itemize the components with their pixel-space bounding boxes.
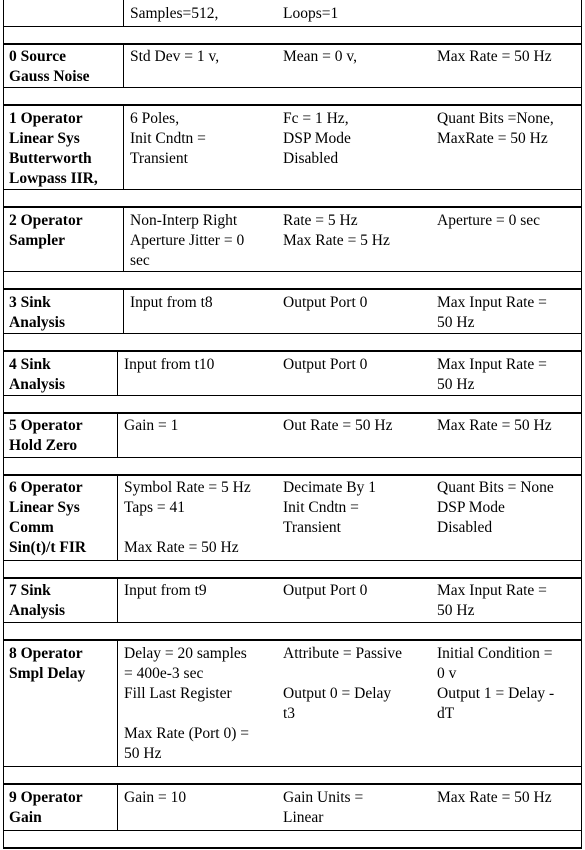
row-3-c2: Rate = 5 Hz Max Rate = 5 Hz (283, 212, 390, 249)
table-rule (3, 43, 582, 45)
row-3-c3: Aperture = 0 sec (437, 212, 540, 229)
table-rule (3, 271, 582, 272)
row-1-label: 0 Source Gauss Noise (9, 48, 90, 85)
column-divider (123, 106, 124, 190)
column-divider (117, 641, 118, 767)
table-rule (3, 577, 582, 579)
table-rule (3, 189, 582, 190)
row-9-c2: Attribute = Passive Output 0 = Delay t3 (283, 645, 402, 722)
table-rule (3, 206, 582, 208)
table-rule (3, 766, 582, 767)
row-1-c2: Mean = 0 v, (283, 48, 358, 65)
row-9-c1: Delay = 20 samples = 400e-3 sec Fill Last Register Max Rate (Port 0) = 50 Hz (124, 645, 249, 762)
row-7-c2: Decimate By 1 Init Cndtn = Transient (283, 479, 376, 536)
column-divider (117, 785, 118, 831)
table-border-left (3, 0, 4, 849)
row-4-label: 3 Sink Analysis (9, 294, 65, 331)
table-rule (3, 104, 582, 106)
row-8-c1: Input from t9 (124, 582, 207, 599)
row-5-c1: Input from t10 (124, 356, 215, 373)
row-2-label: 1 Operator Linear Sys Butterworth Lowpass IIR, (9, 110, 98, 187)
row-6-c2: Out Rate = 50 Hz (283, 417, 393, 434)
row-2-c3: Quant Bits =None, MaxRate = 50 Hz (437, 110, 554, 147)
row-7-c1: Symbol Rate = 5 Hz Taps = 41 Max Rate = 50 Hz (124, 479, 251, 556)
column-divider (117, 414, 118, 458)
row-5-c3: Max Input Rate = 50 Hz (437, 356, 547, 393)
row-4-c3: Max Input Rate = 50 Hz (437, 294, 547, 331)
row-0-c1: Samples=512, (130, 5, 219, 22)
table-rule (3, 350, 582, 352)
row-8-c3: Max Input Rate = 50 Hz (437, 582, 547, 619)
row-6-c1: Gain = 1 (124, 417, 179, 434)
table-rule (3, 847, 582, 849)
row-10-label: 9 Operator Gain (9, 789, 83, 826)
table-rule (3, 395, 582, 396)
table-rule (3, 783, 582, 785)
table-rule (3, 412, 582, 414)
table-rule (3, 830, 582, 831)
table-rule (3, 457, 582, 458)
row-1-c1: Std Dev = 1 v, (130, 48, 220, 65)
row-9-c3: Initial Condition = 0 v Output 1 = Delay - dT (437, 645, 555, 722)
row-10-c2: Gain Units = Linear (283, 789, 364, 826)
row-9-label: 8 Operator Smpl Delay (9, 645, 86, 682)
column-divider (123, 208, 124, 272)
row-4-c1: Input from t8 (130, 294, 213, 311)
row-3-label: 2 Operator Sampler (9, 212, 83, 249)
table-rule (3, 474, 582, 476)
table-border-right (581, 0, 582, 849)
row-3-c1: Non-Interp Right Aperture Jitter = 0 sec (130, 212, 245, 269)
table-rule (3, 333, 582, 334)
row-5-c2: Output Port 0 (283, 356, 368, 373)
table-rule (3, 560, 582, 561)
row-2-c1: 6 Poles, Init Cndtn = Transient (130, 110, 206, 167)
table-rule (3, 87, 582, 88)
table-rule (3, 26, 582, 27)
row-10-c3: Max Rate = 50 Hz (437, 789, 552, 806)
table-rule (3, 622, 582, 623)
table-rule (3, 639, 582, 641)
row-6-label: 5 Operator Hold Zero (9, 417, 83, 454)
row-10-c1: Gain = 10 (124, 789, 187, 806)
row-4-c2: Output Port 0 (283, 294, 368, 311)
row-0-c2: Loops=1 (283, 5, 339, 22)
column-divider (123, 0, 124, 27)
column-divider (117, 579, 118, 623)
row-8-c2: Output Port 0 (283, 582, 368, 599)
row-7-c3: Quant Bits = None DSP Mode Disabled (437, 479, 554, 536)
column-divider (117, 476, 118, 561)
table-rule (3, 288, 582, 290)
row-1-c3: Max Rate = 50 Hz (437, 48, 552, 65)
column-divider (123, 290, 124, 334)
row-8-label: 7 Sink Analysis (9, 582, 65, 619)
row-5-label: 4 Sink Analysis (9, 356, 65, 393)
row-6-c3: Max Rate = 50 Hz (437, 417, 552, 434)
column-divider (123, 45, 124, 88)
column-divider (117, 352, 118, 396)
row-2-c2: Fc = 1 Hz, DSP Mode Disabled (283, 110, 351, 167)
row-7-label: 6 Operator Linear Sys Comm Sin(t)/t FIR (9, 479, 87, 556)
